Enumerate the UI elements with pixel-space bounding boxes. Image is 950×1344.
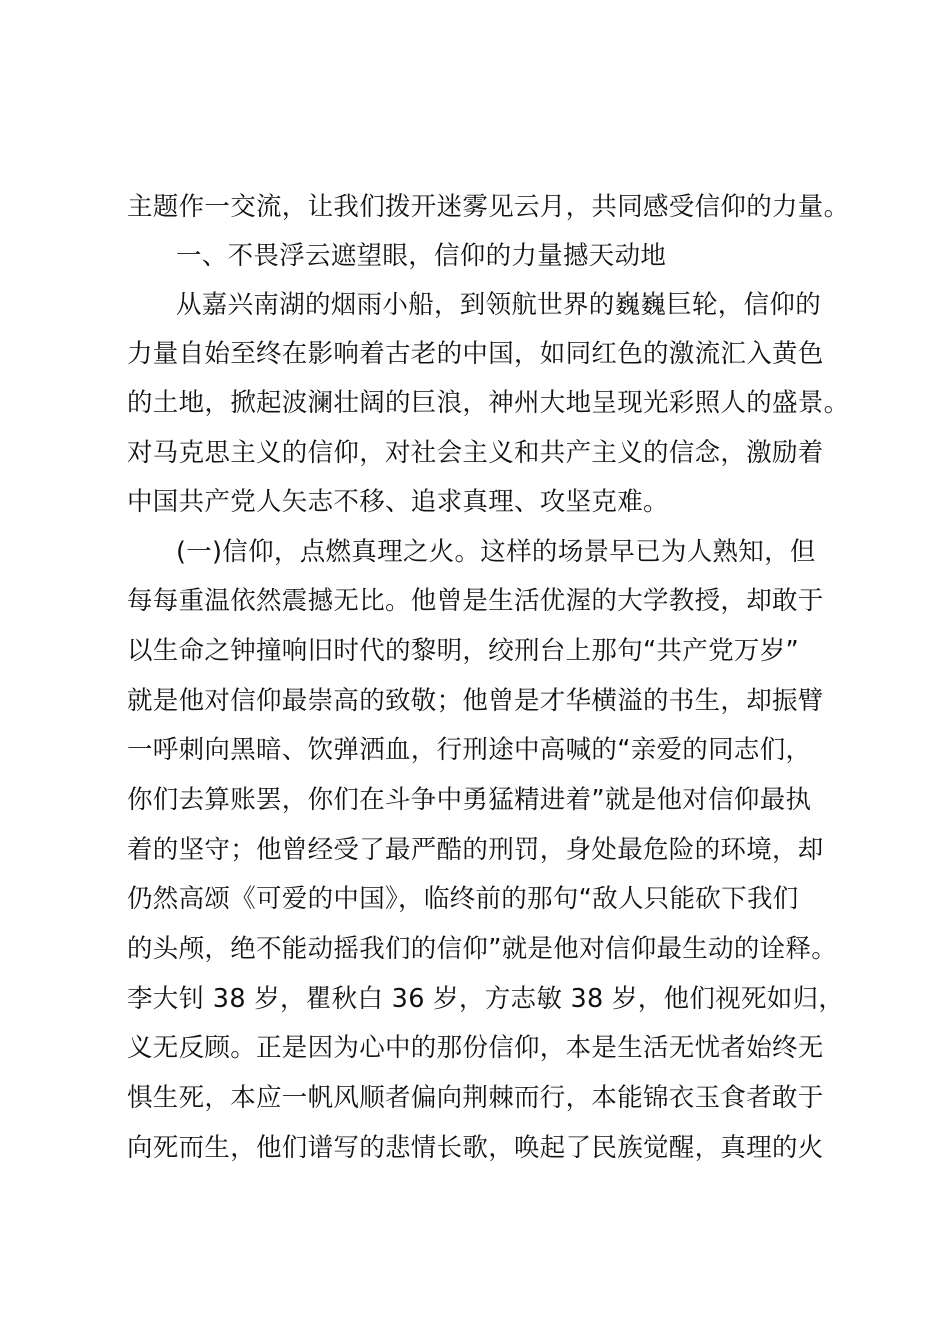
- text-line: 仍然高颂《可爱的中国》，临终前的那句“敌人只能砍下我们: [127, 884, 799, 914]
- text-line: 从嘉兴南湖的烟雨小船，到领航世界的巍巍巨轮，信仰的: [176, 290, 822, 320]
- text-line: 李大钊 38 岁，瞿秋白 36 岁，方志敏 38 岁，他们视死如归，: [127, 984, 845, 1014]
- section-heading: 一、不畏浮云遮望眼，信仰的力量撼天动地: [176, 241, 667, 271]
- text-line: 主题作一交流，让我们拨开迷雾见云月，共同感受信仰的力量。: [127, 192, 850, 222]
- text-line: 以生命之钟撞响旧时代的黎明，绞刑台上那句“共产党万岁”: [127, 636, 800, 666]
- text-line: 力量自始至终在影响着古老的中国，如同红色的激流汇入黄色: [127, 339, 824, 369]
- text-line: 就是他对信仰最崇高的致敬；他曾是才华横溢的书生，却振臂: [127, 686, 824, 716]
- text-line: 对马克思主义的信仰，对社会主义和共产主义的信念，激励着: [127, 438, 824, 468]
- text-line: 每每重温依然震撼无比。他曾是生活优渥的大学教授，却敢于: [127, 586, 824, 616]
- text-line: 你们去算账罢，你们在斗争中勇猛精进着”就是他对信仰最执: [127, 785, 812, 815]
- text-line: 惧生死，本应一帆风顺者偏向荆棘而行，本能锦衣玉食者敢于: [127, 1083, 824, 1113]
- text-line: 的头颅，绝不能动摇我们的信仰”就是他对信仰最生动的诠释。: [127, 934, 838, 964]
- text-line: 着的坚守；他曾经受了最严酷的刑罚，身处最危险的环境，却: [127, 835, 824, 865]
- subsection-paragraph-start: (一)信仰，点燃真理之火。这样的场景早已为人熟知，但: [176, 537, 816, 567]
- text-line: 义无反顾。正是因为心中的那份信仰，本是生活无忧者始终无: [127, 1033, 824, 1063]
- text-line: 一呼刺向黑暗、饮弹洒血，行刑途中高喊的“亲爱的同志们，: [127, 735, 812, 765]
- text-line: 向死而生，他们谱写的悲情长歌，唤起了民族觉醒，真理的火: [127, 1133, 824, 1163]
- text-line: 的土地，掀起波澜壮阔的巨浪，神州大地呈现光彩照人的盛景。: [127, 388, 850, 418]
- text-line: 中国共产党人矢志不移、追求真理、攻坚克难。: [127, 487, 669, 517]
